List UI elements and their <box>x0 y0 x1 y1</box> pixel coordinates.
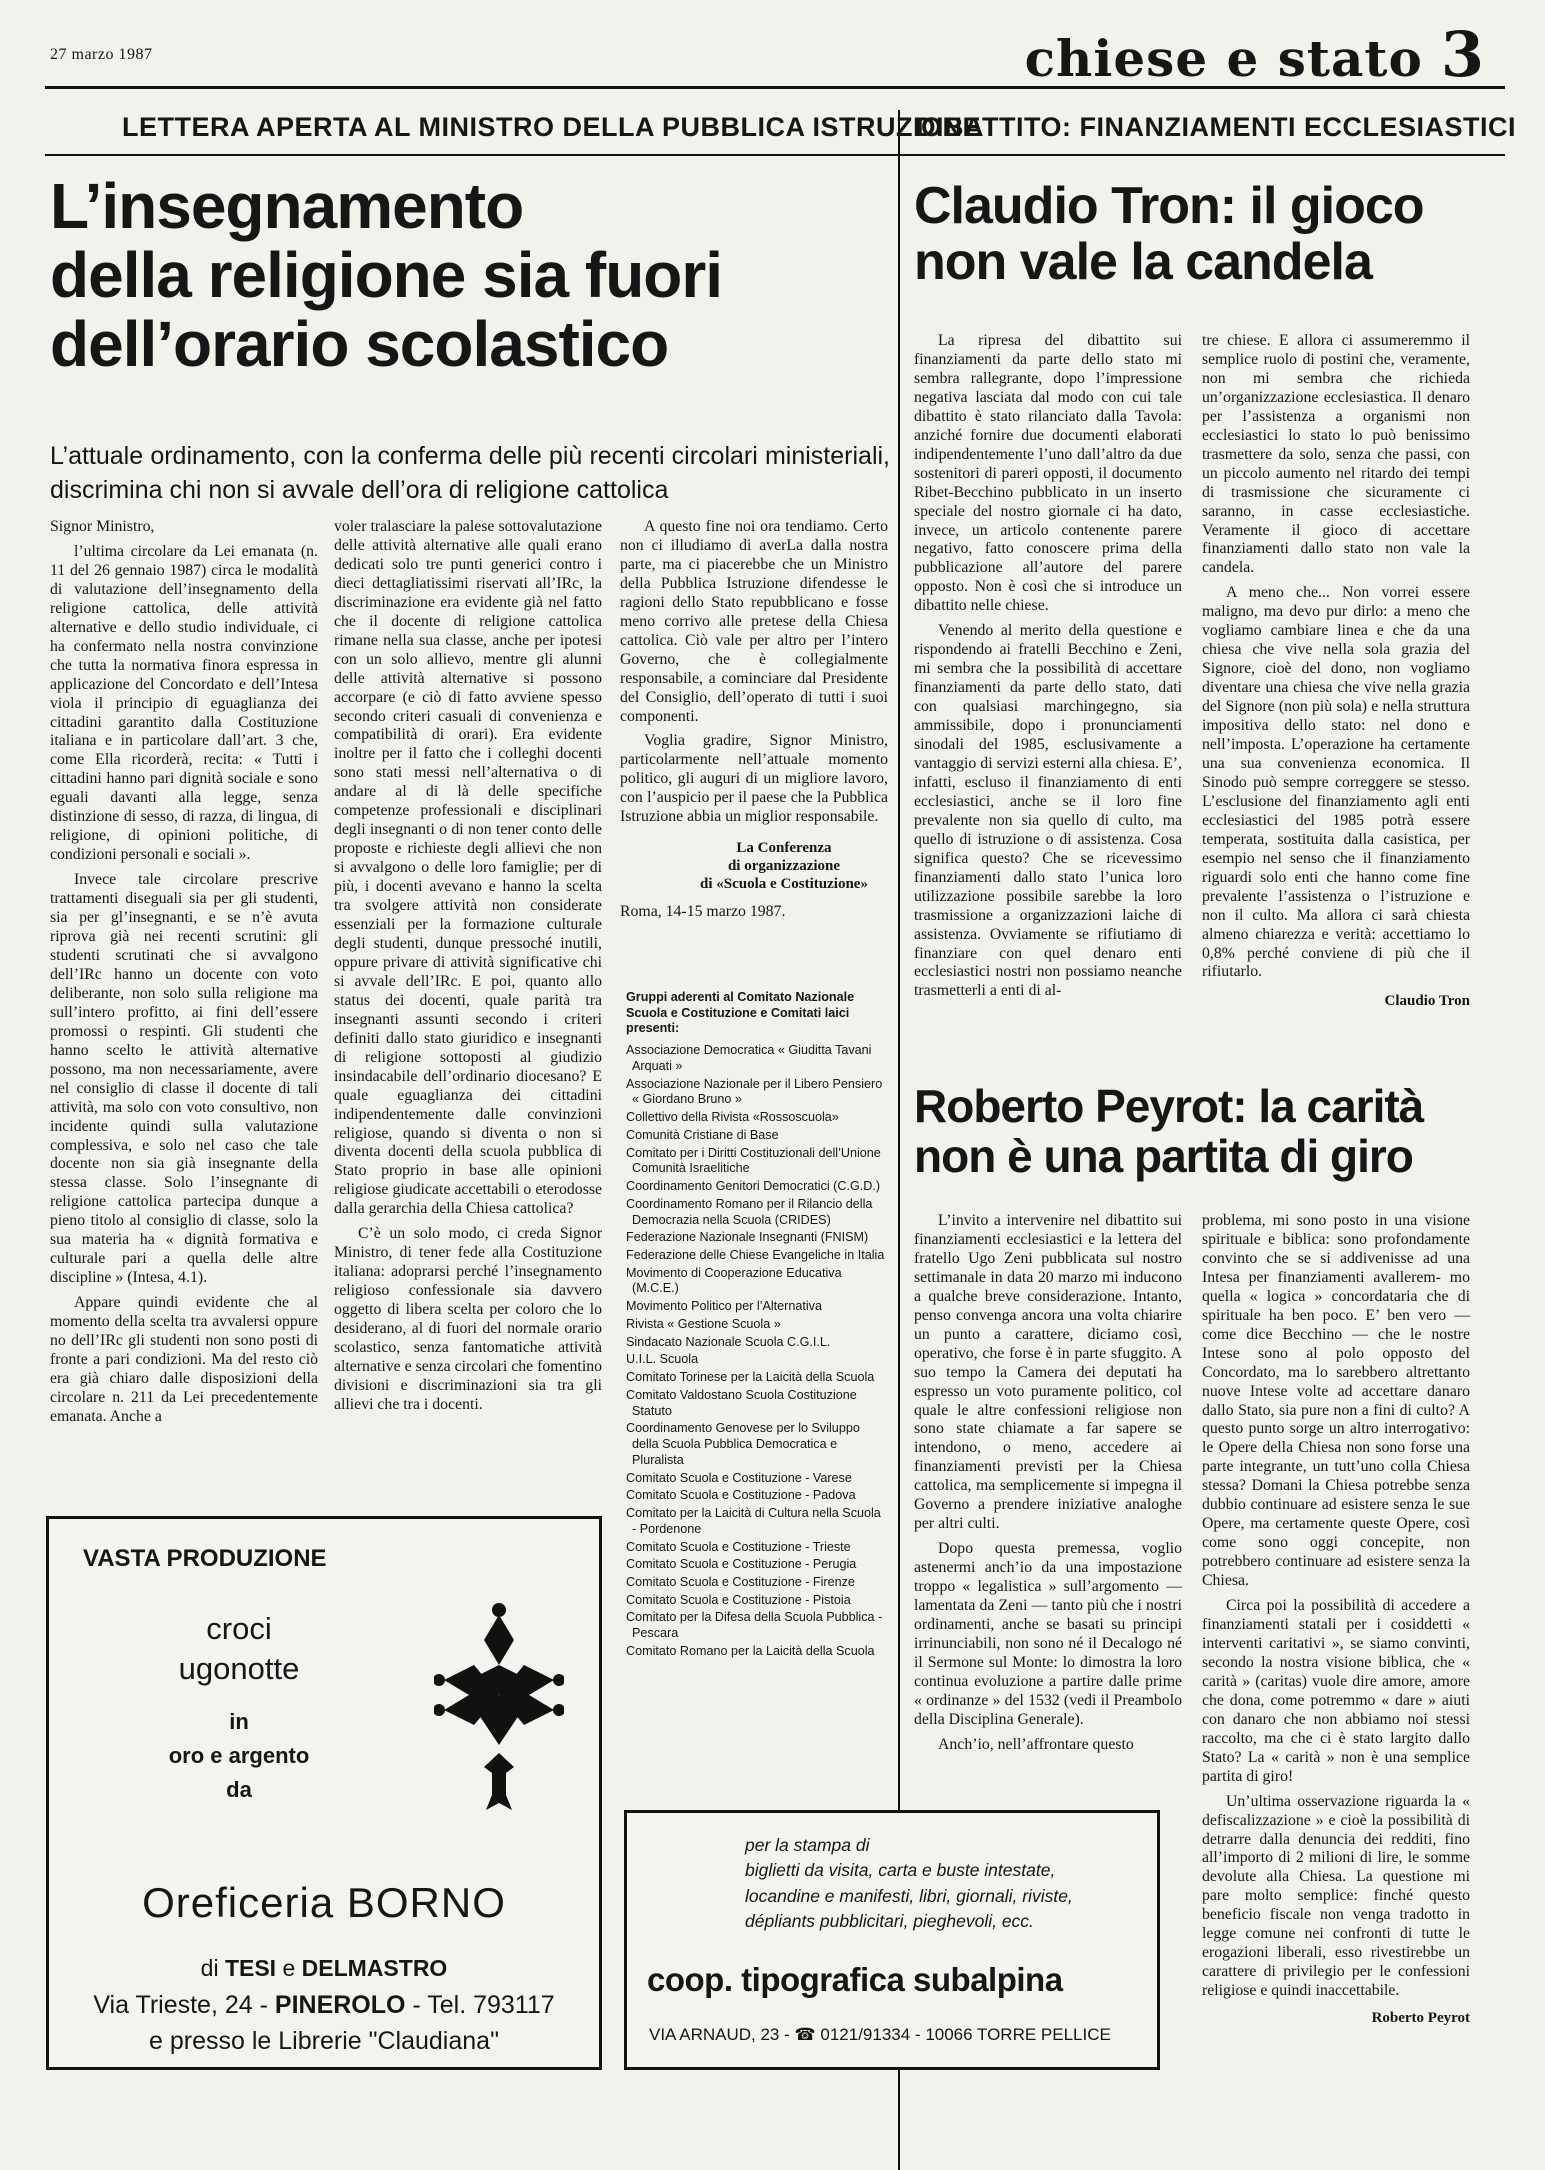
brand-word: Oreficeria <box>142 1879 335 1926</box>
letter-column-2 <box>334 518 602 1421</box>
article1-column-2 <box>1202 332 1470 1010</box>
group-item: Comitato per i Diritti Costituzionali dell’Unione Comunità Israelitiche <box>626 1145 881 1176</box>
paragraph: Voglia gradire, Signor Ministro, particolarmente nell’attuale momento politico, gli auguri di un migliore lavoro, con l’auspicio per il paese che la Pubblica Istruzione abbia un miglior responsabile. <box>620 732 888 826</box>
groups-list <box>626 990 888 1662</box>
ad-tipografica-subalpina <box>624 1810 1160 2070</box>
owners-word: DELMASTRO <box>301 1955 448 1981</box>
issue-date: 27 marzo 1987 <box>50 46 153 63</box>
group-item: U.I.L. Scuola <box>626 1352 699 1367</box>
signature-line: di organizzazione <box>727 858 841 875</box>
address-part: PINEROLO <box>274 1991 406 2019</box>
paragraph: Dopo questa premessa, voglio astenermi anch’io da una impostazione troppo « legalistica » sull’argomento — lamentata da Zeni — tanto più che i nostri ordinamenti, anche se basati su principi irrinunciabili, non sono né il Decalogo né il Sermone sul Monte: lo dimostra la loro continua evoluzione a partire dalle prime « ordinanze » del 1532 (vedi il Preambolo della Disciplina Generale). <box>914 1540 1182 1728</box>
paragraph: C’è un solo modo, ci creda Signor Ministro, di tener fede alla Costituzione italiana: adoprarsi perché l’insegnamento religioso confessionale sia davvero oggetto di libera scelta per coloro che lo desiderano, al di fuori del normale orario scolastico, senza fantomatiche attività alternative e senza circolari che fomentino divisioni e discriminazioni sia tra gli allievi che tra i docenti. <box>334 1225 602 1413</box>
address-part: - Tel. 793117 <box>412 1991 555 2019</box>
ad-line: in <box>229 1709 249 1734</box>
ad-text-block-2 <box>159 1705 319 1807</box>
right-kicker: DIBATTITO: FINANZIAMENTI ECCLESIASTICI <box>916 112 1516 142</box>
left-headline <box>50 172 890 379</box>
letter-column-1 <box>50 518 318 1433</box>
group-item: Comitato Scuola e Costituzione - Pistoia <box>626 1592 851 1607</box>
group-item: Coordinamento Genitori Democratici (C.G.D.) <box>626 1179 881 1194</box>
header-rule <box>45 86 1505 89</box>
article1-headline <box>914 178 1524 290</box>
section-name: chiese e stato <box>1024 29 1423 88</box>
group-item: Movimento di Cooperazione Educativa (M.C.E.) <box>626 1265 842 1296</box>
ad-line: biglietti da visita, carta e buste intestate, <box>745 1860 1056 1881</box>
group-item: Comitato Scuola e Costituzione - Padova <box>626 1488 856 1503</box>
ad-line: VASTA PRODUZIONE <box>83 1545 327 1572</box>
signature-line: di «Scuola e Costituzione» <box>700 876 868 893</box>
groups-header: Gruppi aderenti al Comitato Nazionale Scuola e Costituzione e Comitati laici presenti: <box>626 990 855 1036</box>
paragraph: Signor Ministro, <box>50 518 155 535</box>
ad-line: ugonotte <box>178 1651 300 1687</box>
article2-column-1 <box>914 1212 1182 1761</box>
ad-address <box>49 1991 599 2020</box>
ad-owners <box>49 1955 599 1982</box>
left-deck: L’attuale ordinamento, con la conferma delle più recenti circolari ministeriali, discrimina chi non si avvale dell’ora di religione cattolica <box>50 442 890 504</box>
group-item: Comitato Scuola e Costituzione - Perugia <box>626 1557 857 1572</box>
paragraph: Anch’io, nell’affrontare questo <box>938 1735 1134 1753</box>
article2-signature: Roberto Peyrot <box>1371 2010 1470 2027</box>
paragraph: Un’ultima osservazione riguarda la « defiscalizzazione » e cioè la possibilità di detrarre dalla denuncia dei redditi, fino all’importo di 2 milioni di lire, le somme devolute alla Chiesa. La questione mi pare molto semplice: finché questo beneficio fiscale non venga tradotto in legge comune nei confronti di tutte le erogazioni liberali, esso rivestirebbe un carattere di privilegio per le confessioni religiose e quindi inaccettabile. <box>1202 1792 1470 2000</box>
headline-line: Roberto Peyrot: la carità <box>914 1080 1424 1132</box>
paragraph: tre chiese. E allora ci assumeremmo il semplice ruolo di postini che, veramente, non mi sembra che richieda un’organizzazione ecclesiastica. Il denaro per l’assistenza a organismi non ecclesiastici lo stato lo può benissimo trasmettere da solo, senza che passi, con un piccolo aumento nel ritardo dei tempi di trasmissione che sicuramente ci saranno, in casse ecclesiastiche. Veramente il gioco di accettare finanziamenti dallo stato non vale la candela. <box>1202 332 1470 577</box>
article1-signature: Claudio Tron <box>1384 993 1470 1010</box>
group-item: Associazione Democratica « Giuditta Tavani Arquati » <box>626 1043 872 1073</box>
ad-services <box>745 1833 1145 1935</box>
ad-line: da <box>226 1777 252 1803</box>
group-item: Comitato per la Laicità di Cultura nella Scuola - Pordenone <box>626 1506 881 1536</box>
owners-word: e <box>282 1955 296 1981</box>
paragraph: A meno che... Non vorrei essere maligno, ma devo pur dirlo: a meno che vogliamo cambiare linea e che da una chiesa che vive nella sola grazia del Signore, cioè del dono, non vogliamo diventare una chiesa che vive nella grazia del Signore (non più sola) e nella struttura impositiva dello stato: nel dono e nell’imposta. L’operazione ha certamente una sua convenienza economica. Il Sinodo può sempre correggere se stesso. L’esclusione del finanziamento agli enti ecclesiastici del 1985 potrà essere temperata, sostituita dalla casistica, per esempio nel senso che il finanziamento riguardi solo enti che hanno come fine prevalente l’assistenza o l’istruzione e non il culto. Ma allora ci sarà chiesta almeno chiarezza e verità: accettiamo lo 0,8% perché conviene di più che il rifiutarlo. <box>1202 584 1470 981</box>
place-date: Roma, 14-15 marzo 1987. <box>620 903 786 921</box>
kicker-rule <box>45 154 1505 156</box>
group-item: Coordinamento Genovese per lo Sviluppo della Scuola Pubblica Democratica e Pluralista <box>626 1421 860 1467</box>
section-title <box>1025 18 1485 91</box>
group-item: Comitato Scuola e Costituzione - Varese <box>626 1470 852 1485</box>
headline-line: L’insegnamento <box>50 170 524 242</box>
group-item: Comitato per la Difesa della Scuola Pubblica - Pescara <box>626 1610 883 1641</box>
paragraph: voler tralasciare la palese sottovalutazione delle attività alternative alle quali erano dedicati solo tre punti generici contro i dieci dettagliatissimi riservati all’IRc, la discriminazione era evidente già nel fatto che il docente di religione cattolica rimane nella sua classe, anche per ipotesi con un solo allievo, mentre gli alunni delle attività alternative si possono accorpare (e ciò di fatto avviene spesso secondo criteri casuali di convenienza e compatibilità di orari). Era evidente inoltre per il fatto che i colleghi docenti sono stati messi nell’alternativa o di andare al di là delle specifiche competenze professionali e disciplinari degli insegnanti o di non tener conto delle proposte e richieste degli allievi che non si avvalgono o delle loro famiglie; per di più, i docenti avevano e hanno la scelta tra svolgere attività non considerate essenziali per la formazione culturale degli studenti, dunque pressoché inutili, oppure privare di attività significative chi si avvale dell’IRc. E poi, quanto allo status dei docenti, quale parità tra insegnanti assunti secondo i criteri definiti dallo stato giuridico e insegnanti di religione sottoposti al giudizio insindacabile dell’ordinario diocesano? E quale eguaglianza dei cittadini indipendentemente dalle convinzioni religiose, quando si diventa o non si diventa docenti della scuola pubblica di Stato proprio in base alle opinioni religiose giudicate accettabili o eterodosse dalla gerarchia della Chiesa cattolica? <box>334 518 602 1218</box>
huguenot-cross-icon <box>434 1595 564 1815</box>
paragraph: l’ultima circolare da Lei emanata (n. 11 del 26 gennaio 1987) circa le modalità di valutazione dell’insegnamento della religione cattolica, delle attività alternative e dello studio individuale, ci ha confermato nella nostra convinzione che tutta la normativa finora espressa in applicazione del Concordato e dell’Intesa viola il principio di eguaglianza dei cittadini garantito dalla Costituzione italiana e in particolare dall’art. 3 che, come Ella ricorderà, recita: « Tutti i cittadini hanno pari dignità sociale e sono eguali davanti alla legge, senza distinzione di sesso, di razza, di lingua, di religione, di opinioni politiche, di condizioni personali e sociali ». <box>50 542 318 864</box>
ad-text-block <box>159 1609 319 1690</box>
group-item: Collettivo della Rivista «Rossoscuola» <box>626 1110 839 1125</box>
ad-line: oro e argento <box>168 1743 310 1769</box>
letter-column-3 <box>620 518 888 922</box>
group-item: Comitato Romano per la Laicità della Scuola <box>626 1643 875 1658</box>
group-item: Federazione Nazionale Insegnanti (FNISM) <box>626 1230 869 1245</box>
paragraph: Appare quindi evidente che al momento della scelta tra avvalersi oppure no dell’IRc gli studenti non sono posti di fronte a pari condizioni. Ma del resto ciò era già chiaro dalle disposizioni della circolare n. 211 da Lei precedentemente emanata. Anche a <box>50 1294 318 1425</box>
group-item: Associazione Nazionale per il Libero Pensiero « Giordano Bruno » <box>626 1076 883 1107</box>
ad-company-name: coop. tipografica subalpina <box>647 1961 1063 1998</box>
headline-line: dell’orario scolastico <box>50 308 669 381</box>
address-part: Via Trieste, 24 - <box>93 1991 268 2019</box>
group-item: Comitato Valdostano Scuola Costituzione Statuto <box>626 1387 857 1418</box>
paragraph: Invece tale circolare prescrive trattamenti diseguali sia per gli studenti, sia per gl’insegnanti, e se n’è avuta riprova già nei recenti scrutini: gli studenti scrutinati che si avvalgono dell’IRc hanno un docente con voto deliberante, non solo sulla religione ma sull’intero profitto, ai fini dell’essere promossi o respinti. Gli studenti che hanno scelto le attività alternative possono, ma non necessariamente, avere nel consiglio di classe il docente di tali attività, ma solo con voto consultivo, non incidente quindi sulla valutazione complessiva, e solo nel caso che tale docente non sia già insegnante della stessa classe. Solo l’insegnante di religione cattolica partecipa dunque a pieno titolo al consiglio di classe, solo la sua materia ha « dignità formativa e culturale pari a quella delle altre discipline » (Intesa, 4.1). <box>50 871 318 1287</box>
ad-line: dépliants pubblicitari, pieghevoli, ecc. <box>745 1911 1034 1932</box>
ad-oreficeria-borno <box>46 1516 602 2070</box>
group-item: Coordinamento Romano per il Rilancio della Democrazia nella Scuola (CRIDES) <box>626 1196 873 1227</box>
brand-word: BORNO <box>346 1879 506 1926</box>
paragraph: L’invito a intervenire nel dibattito sui finanziamenti ecclesiastici e la lettera del fratello Ugo Zeni pubblicata sul nostro settimanale in data 20 marzo mi inducono a qualche breve considerazione. Intanto, penso convenga ancora una volta chiarire un punto a carattere, diciamo così, operativo, che forse è in parte sfuggito. A suo tempo la Camera dei deputati ha espresso un voto puramente politico, col quale le altre confessioni religiose non sono state chiamate a far sapere se intendono, o meno, accedere ai finanziamenti previsti per la Chiesa cattolica, ma semplicemente si impegna il Governo a prendere iniziative analoghe per altri culti. <box>914 1212 1182 1533</box>
group-item: Comitato Scuola e Costituzione - Firenze <box>626 1574 855 1589</box>
ad-company-address: VIA ARNAUD, 23 - ☎ 0121/91334 - 10066 TORRE PELLICE <box>649 2025 1111 2044</box>
page-number: 3 <box>1440 18 1485 91</box>
group-item: Sindacato Nazionale Scuola C.G.I.L. <box>626 1334 831 1349</box>
group-item: Comitato Scuola e Costituzione - Trieste <box>626 1539 851 1554</box>
paragraph: Venendo al merito della questione e rispondendo ai fratelli Becchino e Zeni, mi sembra che la possibilità di accettare finanziamenti da parte dello stato, dati con qualsiasi marchingegno, sia ammissibile, dopo i pronunciamenti sinodali del 1985, esclusivamente a vantaggio di servizi esterni alla chiesa. E’, infatti, escluso il finanziamento di enti ecclesiastici, anche se il loro fine prevalente non sia quello di culto, ma quello di istruzione o di assistenza. Cosa significa questo? Che se ricevessimo finanziamenti dallo stato l’unica loro utilizzazione possibile sarebbe la loro trasmissione a organizzazioni laiche di assistenza. Ovviamente se rifiutiamo di finanziare con quel denaro enti ecclesiastici nostri non possiamo neanche trasmetterli a enti di al- <box>914 622 1182 1000</box>
signature-line: La Conferenza <box>736 840 832 857</box>
article1-column-1 <box>914 332 1182 1007</box>
paragraph: problema, mi sono posto in una visione spirituale e biblica: sono profondamente convinto che se si addivenisse ad una Intesa per finanziamenti avallerem- mo quella « logica » concordataria che di spirituale ha ben poco. E’ ben vero — come dice Becchino — che le nostre Intese sono al polo opposto del Concordato, ma lo sarebbero altrettanto nuove Intese volte ad accettare danaro dallo Stato, sia pure non a fini di culto? A questo punto sorge un altro interrogativo: le Opere della Chiesa non sono forse una parte integrante, un tutt’uno colla Chiesa stessa? Domani la Chiesa potrebbe senza dubbio continuare ad esistere senza le sue Opere, ma certamente queste Opere, così come sono oggi concepite, non potrebbero continuare ad esistere senza la Chiesa. <box>1202 1212 1470 1590</box>
group-item: Comunità Cristiane di Base <box>626 1127 779 1142</box>
paragraph: Circa poi la possibilità di accedere a finanziamenti statali per i cosiddetti « interventi caritativi », se siamo convinti, secondo la nostra visione biblica, che « carità » (caritas) vuole dire amore, amore che dona, come potremmo « dare » aiuti con danaro che non abbiamo noi stessi raccolto, ma che ci è stato largito dallo Stato? La « carità » non è una semplice partita di giro! <box>1202 1597 1470 1785</box>
left-kicker: LETTERA APERTA AL MINISTRO DELLA PUBBLICA ISTRUZIONE <box>122 112 981 142</box>
group-item: Comitato Torinese per la Laicità della Scuola <box>626 1370 875 1385</box>
owners-word: di <box>200 1955 219 1981</box>
article2-headline <box>914 1082 1524 1181</box>
paragraph: A questo fine noi ora tendiamo. Certo non ci illudiamo di averLa dalla nostra parte, ma ci piacerebbe che un Ministro della Pubblica Istruzione difendesse le ragioni dello Stato repubblicano e fosse meno corrivo alle pretese della Chiesa cattolica. Ciò vale per altro per l’intero Governo, che è collegialmente responsabile, a cominciare dal Presidente del Consiglio, dell’operato di tutti i suoi componenti. <box>620 518 888 725</box>
group-item: Federazione delle Chiese Evangeliche in Italia <box>626 1248 885 1263</box>
owners-word: TESI <box>224 1955 277 1981</box>
ad-line: per la stampa di <box>745 1835 870 1855</box>
paragraph: La ripresa del dibattito sui finanziamenti da parte dello stato mi sembra rallegrante, dopo l’impressione negativa lasciata dal modo con cui tale dibattito è stato rilanciato dalla Tavola: anziché fornire due documenti elaborati indipendentemente l’uno dall’altro da due sostenitori di pareri opposti, il documento Ribet-Becchino pubblicato in un inserto speciale del nostro giornale ci ha dato, invece, un articolo contenente parere negativo, fatto conoscere prima della pubblicazione all’autore del parere opposto. Non è così che si introduce un dibattito nelle chiese. <box>914 332 1182 615</box>
article2-column-2 <box>1202 1212 1470 2027</box>
headline-line: Claudio Tron: il gioco <box>914 177 1424 235</box>
group-item: Rivista « Gestione Scuola » <box>626 1316 781 1331</box>
group-item: Movimento Politico per l’Alternativa <box>626 1299 822 1314</box>
headline-line: della religione sia fuori <box>50 239 723 312</box>
ad-line: locandine e manifesti, libri, giornali, riviste, <box>745 1885 1073 1906</box>
ad-brand <box>49 1879 599 1927</box>
headline-line: non vale la candela <box>914 233 1372 292</box>
ad-line: croci <box>206 1611 272 1646</box>
headline-line: non è una partita di giro <box>914 1129 1413 1182</box>
letter-signature <box>620 839 888 893</box>
ad-address-2: e presso le Librerie "Claudiana" <box>149 2027 499 2055</box>
